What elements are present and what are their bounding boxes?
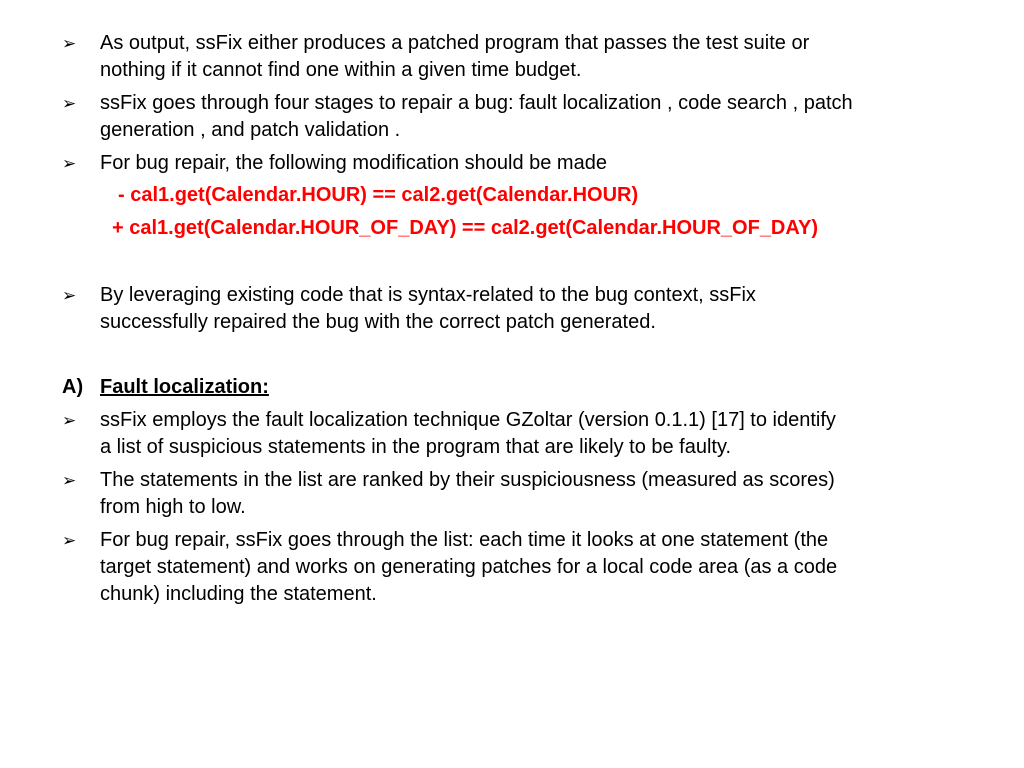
bullet-arrow-icon: ➢ <box>62 411 77 430</box>
bullet-text-line: ssFix goes through four stages to repair a bug: fault localization , code search , patch <box>100 92 853 114</box>
bullet-text-line: successfully repaired the bug with the correct patch generated. <box>100 311 656 333</box>
bullet-arrow-icon: ➢ <box>62 531 77 550</box>
bullet-text-line: chunk) including the statement. <box>100 583 377 605</box>
bullet-arrow-icon: ➢ <box>62 34 77 53</box>
bullet-text-line: target statement) and works on generating patches for a local code area (as a code <box>100 556 838 578</box>
bullet-text-line: By leveraging existing code that is syntax-related to the bug context, ssFix <box>100 284 756 306</box>
bullet-text-line: For bug repair, ssFix goes through the list: each time it looks at one statement (the <box>100 529 829 551</box>
bullet-text-line: ssFix employs the fault localization technique GZoltar (version 0.1.1) [17] to identify <box>100 409 836 431</box>
section-letter: A) <box>62 376 84 398</box>
code-added-line: + cal1.get(Calendar.HOUR_OF_DAY) == cal2.get(Calendar.HOUR_OF_DAY) <box>112 217 818 239</box>
bullet-text-line: a list of suspicious statements in the program that are likely to be faulty. <box>100 436 732 458</box>
bullet-text-line: nothing if it cannot find one within a given time budget. <box>100 59 582 81</box>
bullet-arrow-icon: ➢ <box>62 94 77 113</box>
bullet-arrow-icon: ➢ <box>62 154 77 173</box>
code-removed-line: - cal1.get(Calendar.HOUR) == cal2.get(Calendar.HOUR) <box>118 184 639 206</box>
bullet-text-line: generation , and patch validation . <box>100 119 401 141</box>
bullet-text-line: from high to low. <box>100 496 246 518</box>
bullet-arrow-icon: ➢ <box>62 286 77 305</box>
bullet-text-line: As output, ssFix either produces a patched program that passes the test suite or <box>100 32 810 54</box>
bullet-text-line: For bug repair, the following modification should be made <box>100 152 607 174</box>
bullet-text-line: The statements in the list are ranked by their suspiciousness (measured as scores) <box>100 469 835 491</box>
bullet-arrow-icon: ➢ <box>62 471 77 490</box>
section-title: Fault localization: <box>100 376 269 398</box>
